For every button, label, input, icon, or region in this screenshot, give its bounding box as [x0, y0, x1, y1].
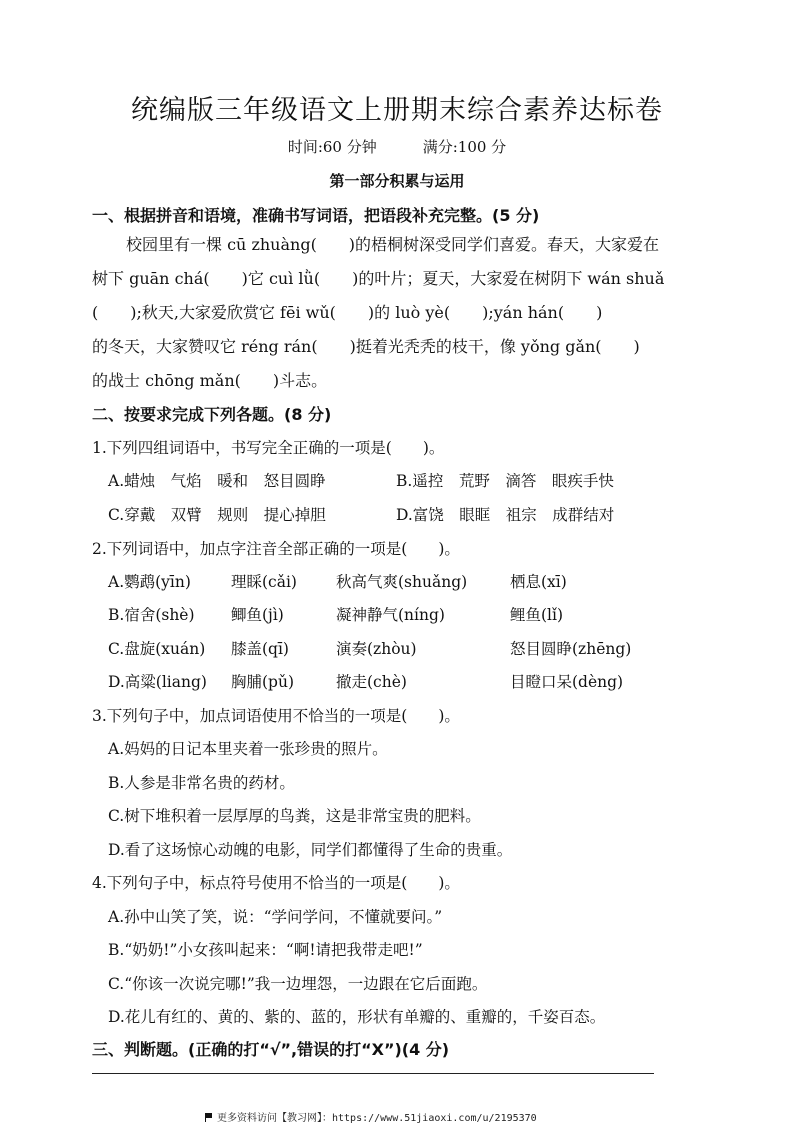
passage-line: ( );秋天,大家爱欣赏它 fēi wǔ( )的 luò yè( );yán hán( ) — [92, 303, 603, 322]
q2-a-1: A.鹦鹉(yīn) — [108, 573, 191, 591]
q2-b-1: B.宿舍(shè) — [108, 606, 195, 624]
time-limit: 时间:60 分钟 — [287, 138, 377, 156]
page-title: 统编版三年级语文上册期末综合素养达标卷 — [131, 95, 663, 126]
footer — [205, 1109, 537, 1124]
passage-line: 的冬天，大家赞叹它 réng rán( )挺着光秃秃的枝干，像 yǒng gǎn( ) — [92, 337, 640, 356]
passage-line: 的战士 chōng mǎn( )斗志。 — [92, 371, 328, 390]
q2-d-3: 撤走(chè) — [336, 673, 407, 691]
q1-option-c: C.穿戴 双臂 规则 提心掉胆 — [108, 506, 326, 524]
footer-link-text[interactable]: 更多资料访问【教习网】：https://www.51jiaoxi.com/u/2195370 — [217, 1113, 537, 1124]
question-3-stem: 3.下列句子中，加点词语使用不恰当的一项是( )。 — [92, 707, 460, 725]
section-1-heading: 一、根据拼音和语境，准确书写词语，把语段补充完整。(5 分) — [92, 206, 540, 225]
q1-option-a: A.蜡烛 气焰 暖和 怒目圆睁 — [108, 472, 326, 490]
q2-d-4: 目瞪口呆(dèng) — [510, 673, 624, 691]
q3-option-b: B.人参是非常名贵的药材。 — [108, 774, 295, 792]
q2-c-4: 怒目圆睁(zhēng) — [510, 640, 632, 658]
q4-option-a: A.孙中山笑了笑，说：“学问学问，不懂就要问。” — [108, 908, 443, 926]
q2-c-3: 演奏(zhòu) — [336, 640, 417, 658]
q1-option-b: B.遥控 荒野 滴答 眼疾手快 — [396, 472, 614, 490]
q2-d-1: D.高粱(liang) — [108, 673, 207, 691]
q2-c-2: 膝盖(qī) — [231, 640, 289, 658]
q2-a-3: 秋高气爽(shuǎng) — [336, 573, 468, 591]
q2-b-4: 鲤鱼(lǐ) — [510, 606, 564, 624]
section-1-passage — [92, 228, 704, 398]
part-heading: 第一部分积累与运用 — [329, 172, 465, 190]
section-3-heading: 三、判断题。(正确的打“√”,错误的打“X”)(4 分) — [92, 1040, 450, 1059]
q3-option-c: C.树下堆积着一层厚厚的鸟粪，这是非常宝贵的肥料。 — [108, 807, 481, 825]
q3-option-a: A.妈妈的日记本里夹着一张珍贵的照片。 — [108, 740, 388, 758]
flag-icon — [205, 1113, 213, 1122]
q2-c-1: C.盘旋(xuán) — [108, 640, 206, 658]
q2-a-4: 栖息(xī) — [510, 573, 567, 591]
q4-option-c: C.“你该一次说完哪!”我一边埋怨，一边跟在它后面跑。 — [108, 975, 488, 993]
q4-option-d: D.花儿有红的、黄的、紫的、蓝的，形状有单瓣的、重瓣的，千姿百态。 — [108, 1008, 606, 1026]
passage-line: 树下 guān chá( )它 cuì lǜ( )的叶片；夏天，大家爱在树阴下 wán shuǎ — [92, 269, 665, 288]
question-2-stem: 2.下列词语中，加点字注音全部正确的一项是( )。 — [92, 540, 460, 558]
question-1-stem: 1.下列四组词语中，书写完全正确的一项是( )。 — [92, 439, 445, 457]
q2-b-3: 凝神静气(níng) — [336, 606, 445, 624]
q2-d-2: 胸脯(pǔ) — [231, 673, 294, 691]
divider-line — [92, 1073, 654, 1074]
exam-meta — [0, 136, 794, 157]
q2-b-2: 鲫鱼(jì) — [231, 606, 284, 624]
passage-line: 校园里有一棵 cū zhuàng( )的梧桐树深受同学们喜爱。春天，大家爱在 — [126, 235, 660, 254]
q3-option-d: D.看了这场惊心动魄的电影，同学们都懂得了生命的贵重。 — [108, 841, 513, 859]
q1-option-d: D.富饶 眼眶 祖宗 成群结对 — [396, 506, 615, 524]
section-2-heading: 二、按要求完成下列各题。(8 分) — [92, 405, 332, 424]
q4-option-b: B.“奶奶!”小女孩叫起来：“啊!请把我带走吧!” — [108, 941, 423, 959]
full-score: 满分:100 分 — [422, 138, 507, 156]
question-4-stem: 4.下列句子中，标点符号使用不恰当的一项是( )。 — [92, 874, 460, 892]
q2-a-2: 理睬(cǎi) — [231, 573, 297, 591]
